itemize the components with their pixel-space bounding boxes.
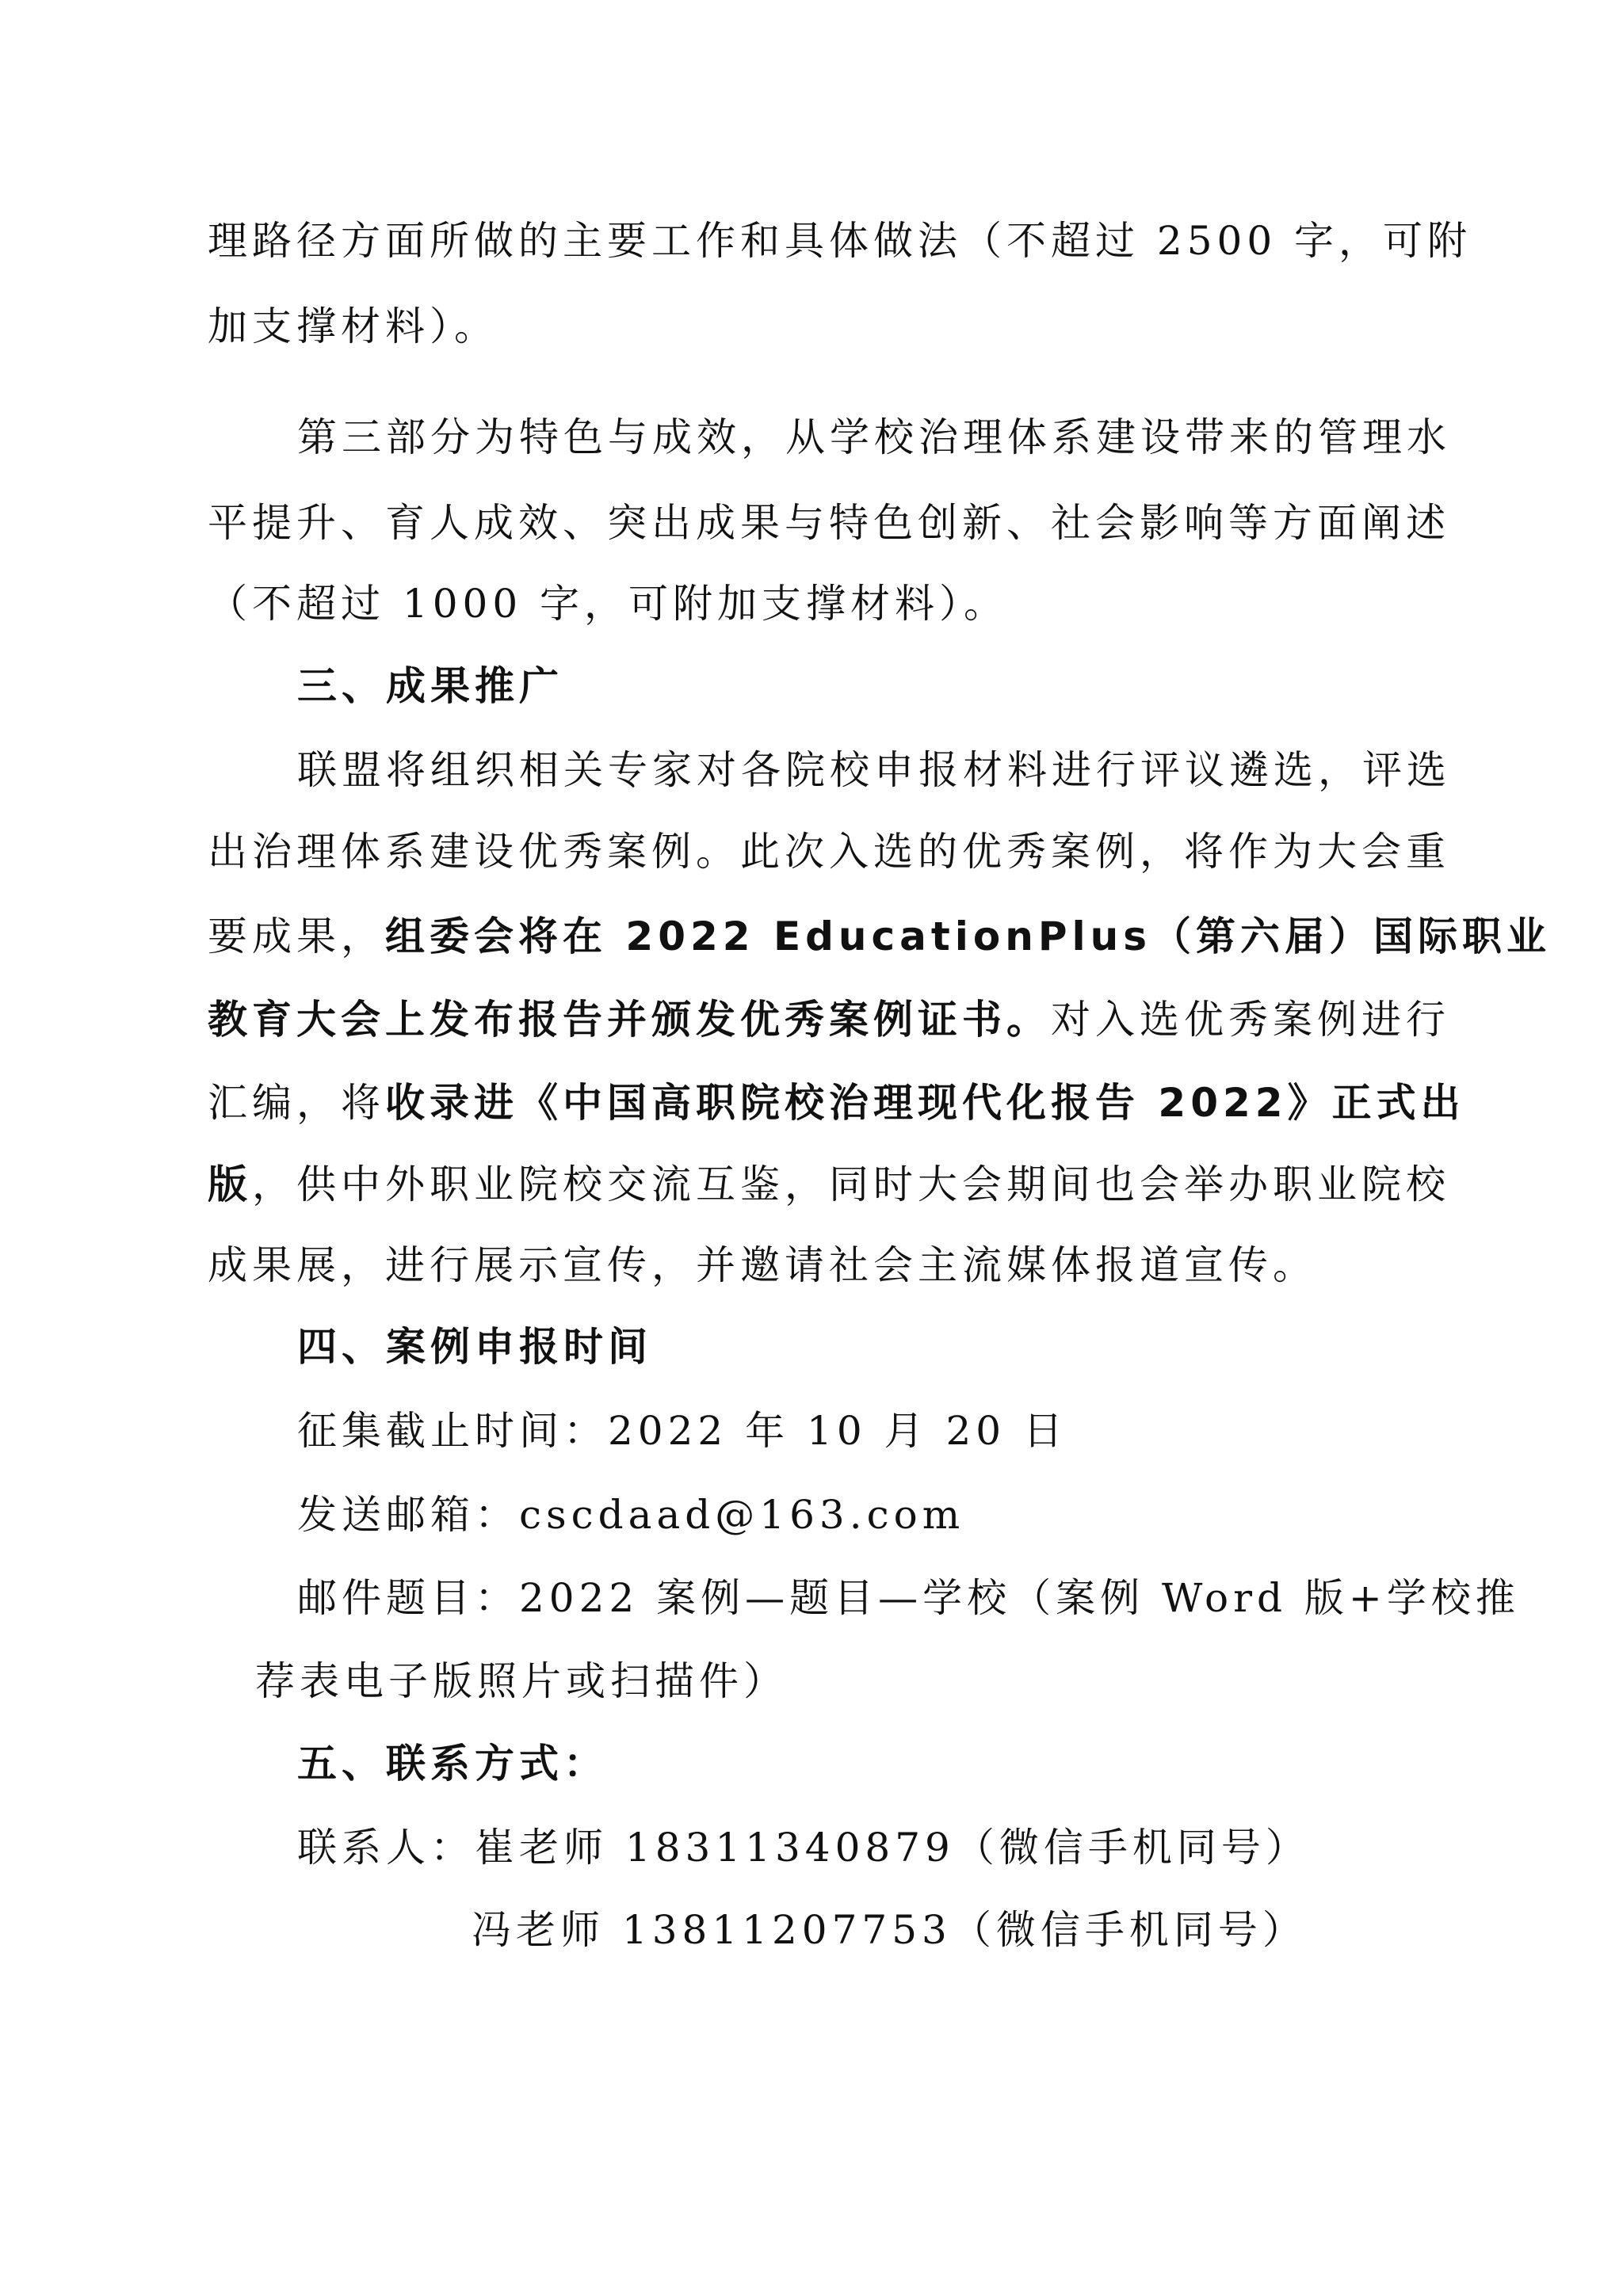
text-bold-highlight: 版	[208, 1161, 252, 1207]
paragraph-part3-line-1: 第三部分为特色与成效，从学校治理体系建设带来的管理水	[297, 414, 1451, 460]
email-subject-line-1: 邮件题目：2022 案例—题目—学校（案例 Word 版+学校推	[297, 1575, 1520, 1621]
text-normal: ，供中外职业院校交流互鉴，同时大会期间也会举办职业院校	[252, 1161, 1450, 1207]
paragraph-promotion-line-5	[208, 1077, 1465, 1128]
paragraph-part3-line-2: 平提升、育人成效、突出成果与特色创新、社会影响等方面阐述	[208, 500, 1450, 546]
text-normal: 要成果，	[208, 913, 385, 959]
section-heading-contact: 五、联系方式：	[297, 1741, 608, 1787]
paragraph-promotion-line-6	[208, 1159, 1450, 1210]
paragraph-promotion-line-3	[208, 911, 1551, 962]
text-normal: 对入选优秀案例进行	[1051, 997, 1450, 1043]
paragraph-promotion-line-7: 成果展，进行展示宣传，并邀请社会主流媒体报道宣传。	[208, 1242, 1317, 1288]
text-bold-highlight: 收录进《中国高职院校治理现代化报告 2022》正式出	[385, 1080, 1465, 1126]
section-heading-promotion: 三、成果推广	[297, 663, 563, 709]
paragraph-part2-line-2: 加支撑材料）。	[208, 303, 498, 349]
deadline-text: 征集截止时间：2022 年 10 月 20 日	[297, 1408, 1067, 1454]
paragraph-part3-line-3: （不超过 1000 字，可附加支撑材料）。	[208, 581, 1009, 627]
section-heading-submission-time: 四、案例申报时间	[297, 1324, 652, 1370]
contact-person-2: 冯老师 13811207753（微信手机同号）	[472, 1907, 1307, 1953]
paragraph-promotion-line-1: 联盟将组织相关专家对各院校申报材料进行评议遴选，评选	[297, 747, 1451, 793]
email-text: 发送邮箱：cscdaad@163.com	[297, 1492, 965, 1538]
paragraph-part2-line-1: 理路径方面所做的主要工作和具体做法（不超过 2500 字，可附	[208, 218, 1472, 264]
paragraph-promotion-line-2: 出治理体系建设优秀案例。此次入选的优秀案例，将作为大会重	[208, 829, 1450, 875]
text-bold-highlight: 组委会将在 2022 EducationPlus（第六届）国际职业	[385, 913, 1552, 959]
text-bold-highlight: 教育大会上发布报告并颁发优秀案例证书。	[208, 997, 1051, 1043]
email-subject-line-2: 荐表电子版照片或扫描件）	[255, 1658, 788, 1704]
text-normal: 汇编，将	[208, 1080, 385, 1126]
paragraph-promotion-line-4	[208, 994, 1450, 1045]
contact-person-1: 联系人：崔老师 18311340879（微信手机同号）	[297, 1825, 1310, 1871]
